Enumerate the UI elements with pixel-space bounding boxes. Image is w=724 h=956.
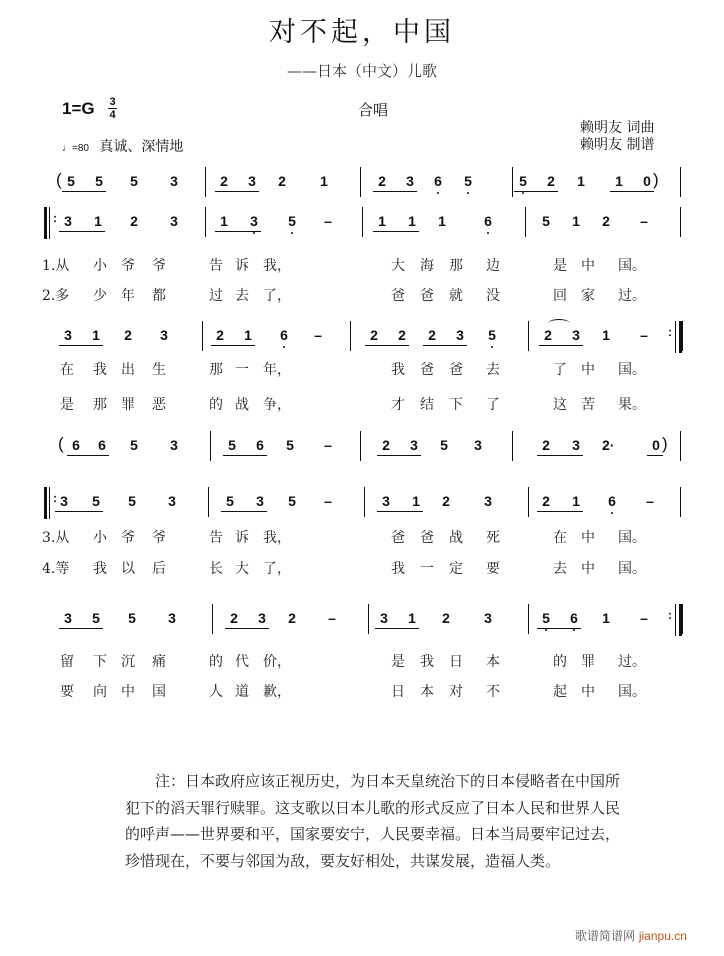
note: 3 <box>258 610 266 626</box>
barline <box>364 487 365 517</box>
note: 5 <box>440 437 448 453</box>
lyric-syllable: 国。 <box>618 684 646 700</box>
lyric-syllable: 爸 <box>420 288 434 304</box>
note: 1 <box>572 493 580 509</box>
note: 1 <box>94 213 102 229</box>
note: 3 <box>170 213 178 229</box>
note: 1 <box>572 213 580 229</box>
lyric-syllable: 爸 <box>420 362 434 378</box>
note: 3 <box>160 327 168 343</box>
beam-underline <box>215 191 259 192</box>
tie-slur <box>548 319 570 328</box>
repeat-dots: : <box>668 325 672 339</box>
note: 6 <box>482 213 494 229</box>
lyric-syllable: 道 <box>235 684 249 700</box>
note: 2· <box>602 437 615 453</box>
barline <box>360 431 361 461</box>
note: 3 <box>484 610 492 626</box>
note: 5 <box>288 493 296 509</box>
note: 2 <box>542 493 550 509</box>
beam-underline <box>365 345 409 346</box>
repeat-start-barline <box>44 207 47 239</box>
lyric-syllable: 4.等 <box>42 561 70 577</box>
note: 2 <box>370 327 378 343</box>
note: 2 <box>130 213 138 229</box>
note: 5 <box>540 610 552 626</box>
note: – <box>314 327 322 343</box>
barline <box>680 487 681 517</box>
barline <box>205 207 206 237</box>
lyric-syllable: 中 <box>581 258 595 274</box>
song-title: 对不起，中国 <box>269 17 455 48</box>
beam-underline <box>539 345 583 346</box>
tempo <box>62 136 183 156</box>
note: 5 <box>286 213 298 229</box>
lyric-syllable: 诉 <box>235 258 249 274</box>
time-bottom: 4 <box>109 109 116 121</box>
note: – <box>646 493 654 509</box>
lyric-syllable: 果。 <box>618 397 646 413</box>
beam-underline <box>59 628 103 629</box>
time-signature <box>108 97 117 120</box>
lyric-syllable: 的 <box>209 397 223 413</box>
lyric-syllable: 我 <box>391 362 405 378</box>
note: 1 <box>408 610 416 626</box>
lyric-syllable: 生 <box>152 362 166 378</box>
note: 3 <box>170 437 178 453</box>
repeat-start-barline <box>49 487 50 519</box>
lyric-syllable: 中 <box>581 684 595 700</box>
lyric-syllable: 长 <box>209 561 223 577</box>
note: 2 <box>378 173 386 189</box>
lyric-syllable: 2.多 <box>42 288 70 304</box>
note: 3 <box>406 173 414 189</box>
beam-underline <box>215 231 261 232</box>
note: 3 <box>248 173 256 189</box>
barline <box>680 167 681 197</box>
note: 1 <box>577 173 585 189</box>
barline <box>350 321 351 351</box>
beam-underline <box>59 231 105 232</box>
open-paren: ( <box>58 434 64 453</box>
lyric-syllable: 那 <box>449 258 463 274</box>
note: – <box>640 327 648 343</box>
lyric-syllable: 国。 <box>618 258 646 274</box>
lyric-syllable: 国 <box>152 684 166 700</box>
note: 5 <box>128 610 136 626</box>
note: 3 <box>64 610 72 626</box>
note: 1 <box>320 173 328 189</box>
tempo-mark: ♩=80 <box>62 143 89 154</box>
note: 5 <box>95 173 103 189</box>
note: 5 <box>486 327 498 343</box>
note: 1 <box>602 327 610 343</box>
note: 3 <box>572 437 580 453</box>
note: – <box>324 493 332 509</box>
note: 2 <box>382 437 390 453</box>
lyric-syllable: 中 <box>581 530 595 546</box>
lyric-syllable: 爸 <box>391 530 405 546</box>
note: 3 <box>456 327 464 343</box>
beam-underline <box>67 455 109 456</box>
lyric-syllable: 中 <box>581 561 595 577</box>
lyric-syllable: 去 <box>553 561 567 577</box>
lyric-syllable: 在 <box>60 362 74 378</box>
note: – <box>328 610 336 626</box>
lyric-syllable: 小 <box>93 258 107 274</box>
note: 2 <box>442 610 450 626</box>
lyric-syllable: 一 <box>235 362 249 378</box>
lyric-syllable: 过。 <box>618 288 646 304</box>
lyric-syllable: 我 <box>391 561 405 577</box>
note: 3 <box>484 493 492 509</box>
note: 5 <box>226 493 234 509</box>
beam-underline <box>373 231 419 232</box>
watermark <box>575 927 687 944</box>
lyric-syllable: 爷 <box>152 258 166 274</box>
note: 2 <box>288 610 296 626</box>
lyric-syllable: 下 <box>93 654 107 670</box>
beam-underline <box>55 511 103 512</box>
note: 2 <box>547 173 555 189</box>
note: 6 <box>432 173 444 189</box>
lyric-syllable: 起 <box>553 684 567 700</box>
note: 1 <box>92 327 100 343</box>
note: 2 <box>442 493 450 509</box>
note: 5 <box>228 437 236 453</box>
note: – <box>324 437 332 453</box>
open-paren: ( <box>56 170 62 189</box>
lyric-syllable: 爸 <box>420 530 434 546</box>
watermark-site: 歌谱简谱网 <box>575 929 636 943</box>
lyric-syllable: 了， <box>263 561 291 577</box>
barline <box>210 431 211 461</box>
lyric-syllable: 战 <box>235 397 249 413</box>
beam-underline <box>225 628 269 629</box>
time-top: 3 <box>109 96 116 108</box>
note: 1 <box>438 213 446 229</box>
note: 5 <box>92 493 100 509</box>
note: 6 <box>606 493 618 509</box>
lyric-syllable: 爷 <box>152 530 166 546</box>
lyric-syllable: 出 <box>121 362 135 378</box>
beam-underline <box>647 455 663 456</box>
note: 2 <box>278 173 286 189</box>
beam-underline <box>59 345 103 346</box>
lyric-syllable: 那 <box>93 397 107 413</box>
lyric-syllable: 歉， <box>263 684 291 700</box>
beam-underline <box>377 511 423 512</box>
repeat-start-barline <box>44 487 47 519</box>
lyric-syllable: 代 <box>235 654 249 670</box>
barline <box>528 604 529 634</box>
barline <box>512 431 513 461</box>
beam-underline <box>223 455 267 456</box>
lyric-syllable: 争， <box>263 397 291 413</box>
lyric-syllable: 我 <box>93 362 107 378</box>
lyric-syllable: 那 <box>209 362 223 378</box>
beam-underline <box>537 511 583 512</box>
lyric-syllable: 痛 <box>152 654 166 670</box>
beam-underline <box>610 191 654 192</box>
lyric-syllable: 一 <box>420 561 434 577</box>
lyric-syllable: 日 <box>391 684 405 700</box>
lyric-syllable: 了 <box>486 397 500 413</box>
lyric-syllable: 回 <box>553 288 567 304</box>
lyric-syllable: 的 <box>553 654 567 670</box>
note: 3 <box>170 173 178 189</box>
lyric-syllable: 战 <box>449 530 463 546</box>
lyric-syllable: 的 <box>209 654 223 670</box>
note: 5 <box>67 173 75 189</box>
lyric-syllable: 以 <box>121 561 135 577</box>
note: 5 <box>517 173 529 189</box>
lyric-syllable: 对 <box>449 684 463 700</box>
barline <box>512 167 513 197</box>
note: 3 <box>410 437 418 453</box>
note: 5 <box>92 610 100 626</box>
note: 3 <box>168 493 176 509</box>
beam-underline <box>514 191 558 192</box>
note: 3 <box>168 610 176 626</box>
lyric-syllable: 苦 <box>581 397 595 413</box>
lyric-syllable: 告 <box>209 258 223 274</box>
lyric-syllable: 国。 <box>618 530 646 546</box>
key-text: 1=G <box>62 99 95 118</box>
lyric-syllable: 大 <box>235 561 249 577</box>
note: 6 <box>568 610 580 626</box>
barline <box>525 207 526 237</box>
lyric-syllable: 定 <box>449 561 463 577</box>
note: 1 <box>220 213 228 229</box>
credit-lyrics-music: 赖明友 词曲 <box>580 120 655 136</box>
lyric-syllable: 小 <box>93 530 107 546</box>
barline <box>682 604 683 634</box>
lyric-syllable: 下 <box>449 397 463 413</box>
note: 3 <box>572 327 580 343</box>
lyric-syllable: 中 <box>121 684 135 700</box>
lyric-syllable: 国。 <box>618 561 646 577</box>
lyric-syllable: 年 <box>121 288 135 304</box>
lyric-syllable: 爷 <box>121 530 135 546</box>
note: 6 <box>256 437 264 453</box>
lyric-syllable: 过 <box>209 288 223 304</box>
note: 6 <box>72 437 80 453</box>
beam-underline <box>537 628 581 629</box>
beam-underline <box>373 191 417 192</box>
watermark-url: jianpu.cn <box>638 929 687 943</box>
note: – <box>324 213 332 229</box>
note: 2 <box>230 610 238 626</box>
lyric-syllable: 3.从 <box>42 530 70 546</box>
repeat-end-barline <box>679 604 682 636</box>
note: 0 <box>643 173 651 189</box>
note: 2 <box>428 327 436 343</box>
lyric-syllable: 我， <box>263 258 291 274</box>
lyric-syllable: 我， <box>263 530 291 546</box>
note: 3 <box>60 493 68 509</box>
lyric-syllable: 死 <box>486 530 500 546</box>
lyric-syllable: 后 <box>152 561 166 577</box>
beam-underline <box>62 191 106 192</box>
barline <box>528 487 529 517</box>
lyric-syllable: 大 <box>391 258 405 274</box>
lyric-syllable: 诉 <box>235 530 249 546</box>
lyric-syllable: 是 <box>391 654 405 670</box>
note: 3 <box>64 327 72 343</box>
lyric-syllable: 向 <box>93 684 107 700</box>
note: – <box>640 610 648 626</box>
repeat-dots: : <box>668 608 672 622</box>
barline <box>208 487 209 517</box>
barline <box>202 321 203 351</box>
lyric-syllable: 去 <box>486 362 500 378</box>
lyric-syllable: 是 <box>60 397 74 413</box>
beam-underline <box>377 455 421 456</box>
beam-underline <box>375 628 419 629</box>
song-subtitle: ——日本（中文）儿歌 <box>286 62 437 80</box>
beam-underline <box>211 345 255 346</box>
note: 2 <box>216 327 224 343</box>
lyric-syllable: 边 <box>486 258 500 274</box>
lyric-syllable: 爷 <box>121 258 135 274</box>
barline <box>680 431 681 461</box>
note: 2 <box>398 327 406 343</box>
beam-underline <box>423 345 467 346</box>
key-signature <box>62 99 95 119</box>
lyric-syllable: 都 <box>152 288 166 304</box>
note: 1 <box>615 173 623 189</box>
close-paren: ) <box>653 170 659 189</box>
expression: 真诚、深情地 <box>99 139 184 155</box>
note: 2 <box>542 437 550 453</box>
repeat-end-barline <box>679 321 682 353</box>
lyric-syllable: 我 <box>420 654 434 670</box>
lyric-syllable: 国。 <box>618 362 646 378</box>
note: 3 <box>382 493 390 509</box>
barline <box>528 321 529 351</box>
note: 3 <box>64 213 72 229</box>
lyric-syllable: 家 <box>581 288 595 304</box>
lyric-syllable: 日 <box>449 654 463 670</box>
repeat-end-barline <box>675 321 676 353</box>
performance-type: 合唱 <box>358 101 389 119</box>
note: 3 <box>248 213 260 229</box>
barline <box>212 604 213 634</box>
lyric-syllable: 年， <box>263 362 291 378</box>
note: 5 <box>130 173 138 189</box>
barline <box>680 207 681 237</box>
lyric-syllable: 要 <box>486 561 500 577</box>
lyric-syllable: 告 <box>209 530 223 546</box>
lyric-syllable: 过。 <box>618 654 646 670</box>
note: 3 <box>380 610 388 626</box>
barline <box>368 604 369 634</box>
note: 6 <box>278 327 290 343</box>
note: 2 <box>544 327 552 343</box>
note: 5 <box>128 493 136 509</box>
lyric-syllable: 中 <box>581 362 595 378</box>
annotation-note: 注：日本政府应该正视历史，为日本天皇统治下的日本侵略者在中国所犯下的滔天罪行赎罪。这支歌以日本儿歌的形式反应了日本人民和世界人民的呼声——世界要和平，国家要安宁，人民要幸福。日本当局要牢记过去，珍惜现在，不要与邻国为敌，要友好相处，共谋发展，造福人类。 <box>125 772 621 870</box>
note: 0 <box>652 437 660 453</box>
lyric-syllable: 才 <box>391 397 405 413</box>
credit-notation: 赖明友 制谱 <box>580 137 655 153</box>
lyric-syllable: 要 <box>60 684 74 700</box>
repeat-end-barline <box>675 604 676 636</box>
lyric-syllable: 留 <box>60 654 74 670</box>
note: 3 <box>256 493 264 509</box>
beam-underline <box>537 455 583 456</box>
repeat-dots: : <box>53 211 57 225</box>
note: 2 <box>124 327 132 343</box>
barline <box>360 167 361 197</box>
note: – <box>640 213 648 229</box>
lyric-syllable: 不 <box>486 684 500 700</box>
note: 5 <box>130 437 138 453</box>
lyric-syllable: 了， <box>263 288 291 304</box>
note: 5 <box>286 437 294 453</box>
note: 5 <box>542 213 550 229</box>
lyric-syllable: 就 <box>449 288 463 304</box>
lyric-syllable: 少 <box>93 288 107 304</box>
barline <box>362 207 363 237</box>
lyric-syllable: 价， <box>263 654 291 670</box>
note: 1 <box>244 327 252 343</box>
lyric-syllable: 1.从 <box>42 258 70 274</box>
repeat-start-barline <box>49 207 50 239</box>
lyric-syllable: 了 <box>553 362 567 378</box>
lyric-syllable: 罪 <box>121 397 135 413</box>
lyric-syllable: 恶 <box>152 397 166 413</box>
lyric-syllable: 本 <box>486 654 500 670</box>
lyric-syllable: 沉 <box>121 654 135 670</box>
note: 1 <box>412 493 420 509</box>
lyric-syllable: 本 <box>420 684 434 700</box>
note: 6 <box>98 437 106 453</box>
lyric-syllable: 结 <box>420 397 434 413</box>
lyric-syllable: 这 <box>553 397 567 413</box>
lyric-syllable: 爸 <box>449 362 463 378</box>
note: 2 <box>602 213 610 229</box>
beam-underline <box>221 511 267 512</box>
lyric-syllable: 没 <box>486 288 500 304</box>
barline <box>205 167 206 197</box>
note: 2 <box>220 173 228 189</box>
note: 1 <box>408 213 416 229</box>
lyric-syllable: 去 <box>235 288 249 304</box>
lyric-syllable: 在 <box>553 530 567 546</box>
lyric-syllable: 人 <box>209 684 223 700</box>
lyric-syllable: 爸 <box>391 288 405 304</box>
lyric-syllable: 是 <box>553 258 567 274</box>
barline <box>682 321 683 351</box>
note: 1 <box>378 213 386 229</box>
lyric-syllable: 我 <box>93 561 107 577</box>
lyric-syllable: 罪 <box>581 654 595 670</box>
repeat-dots: : <box>53 491 57 505</box>
note: 5 <box>462 173 474 189</box>
lyric-syllable: 海 <box>420 258 434 274</box>
close-paren: ) <box>662 434 668 453</box>
note: 1 <box>602 610 610 626</box>
credits <box>580 120 654 154</box>
note: 3 <box>474 437 482 453</box>
